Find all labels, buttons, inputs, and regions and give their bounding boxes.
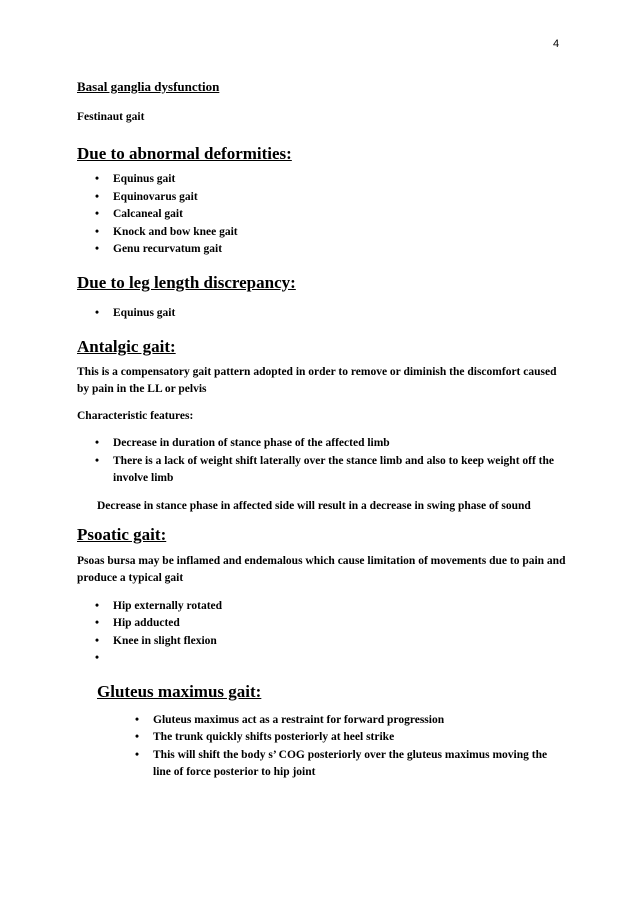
list-item: • Hip adducted <box>75 615 567 633</box>
bullet-icon: • <box>95 652 100 664</box>
heading-psoatic: Psoatic gait: <box>77 524 167 544</box>
text-festinaut: Festinaut gait <box>77 111 145 123</box>
list-item: • Calcaneal gait <box>75 206 567 224</box>
list-item: • Knock and bow knee gait <box>75 224 567 242</box>
list-gluteus <box>77 712 567 782</box>
bullet-icon: • <box>95 306 100 319</box>
list-psoatic <box>77 598 567 668</box>
heading-deformities: Due to abnormal deformities: <box>77 144 292 163</box>
bullet-icon: • <box>95 208 100 220</box>
page-number: 4 <box>553 38 560 50</box>
list-item: • Hip externally rotated <box>75 598 567 616</box>
list-item: • Equinus gait <box>75 171 567 189</box>
list-item: • Genu recurvatum gait <box>75 241 567 259</box>
bullet-icon: • <box>95 634 100 647</box>
bullet-icon: • <box>95 243 100 255</box>
list-item: • This will shift the body s’ COG posteriorly over the gluteus maximus moving the line of force posterior to hip joint <box>135 748 548 778</box>
bullet-icon: • <box>95 437 100 449</box>
bullet-icon: • <box>135 713 140 726</box>
bullet-icon: • <box>95 190 100 203</box>
document-body <box>77 78 567 782</box>
list-item: • Knee in slight flexion <box>75 633 567 651</box>
list-antalgic-features <box>77 435 567 488</box>
heading-gluteus: Gluteus maximus gait: <box>97 681 262 701</box>
bullet-icon: • <box>135 748 140 761</box>
text-features-label: Characteristic features: <box>77 410 194 422</box>
text-antalgic-note: Decrease in stance phase in affected side will result in a decrease in swing phase of sound <box>97 499 531 512</box>
list-item-empty <box>75 650 567 668</box>
heading-leg-length: Due to leg length discrepancy: <box>77 272 296 292</box>
text-antalgic-description: This is a compensatory gait pattern adopted in order to remove or diminish the discomfort caused by pain in the LL or pelvis <box>77 366 557 395</box>
list-item: • The trunk quickly shifts posteriorly at heel strike <box>77 729 567 747</box>
heading-antalgic: Antalgic gait: <box>77 337 176 356</box>
list-item: • Equinus gait <box>75 305 567 323</box>
list-leg-length <box>77 305 567 323</box>
bullet-icon: • <box>95 599 100 612</box>
list-item: • There is a lack of weight shift laterally over the stance limb and also to keep weight off the involve limb <box>95 454 555 484</box>
bullet-icon: • <box>95 225 100 238</box>
list-deformities <box>77 171 567 259</box>
list-item: • Decrease in duration of stance phase of the affected limb <box>75 435 567 453</box>
bullet-icon: • <box>135 731 140 743</box>
bullet-icon: • <box>95 173 100 185</box>
list-item: • Gluteus maximus act as a restraint for forward progression <box>77 712 567 730</box>
bullet-icon: • <box>95 454 100 467</box>
text-psoatic-description: Psoas bursa may be inflamed and endemalous which cause limitation of movements due to pain and produce a typical gait <box>77 554 566 584</box>
list-item: • Equinovarus gait <box>75 189 567 207</box>
bullet-icon: • <box>95 617 100 629</box>
heading-basal-ganglia: Basal ganglia dysfunction <box>77 79 220 94</box>
